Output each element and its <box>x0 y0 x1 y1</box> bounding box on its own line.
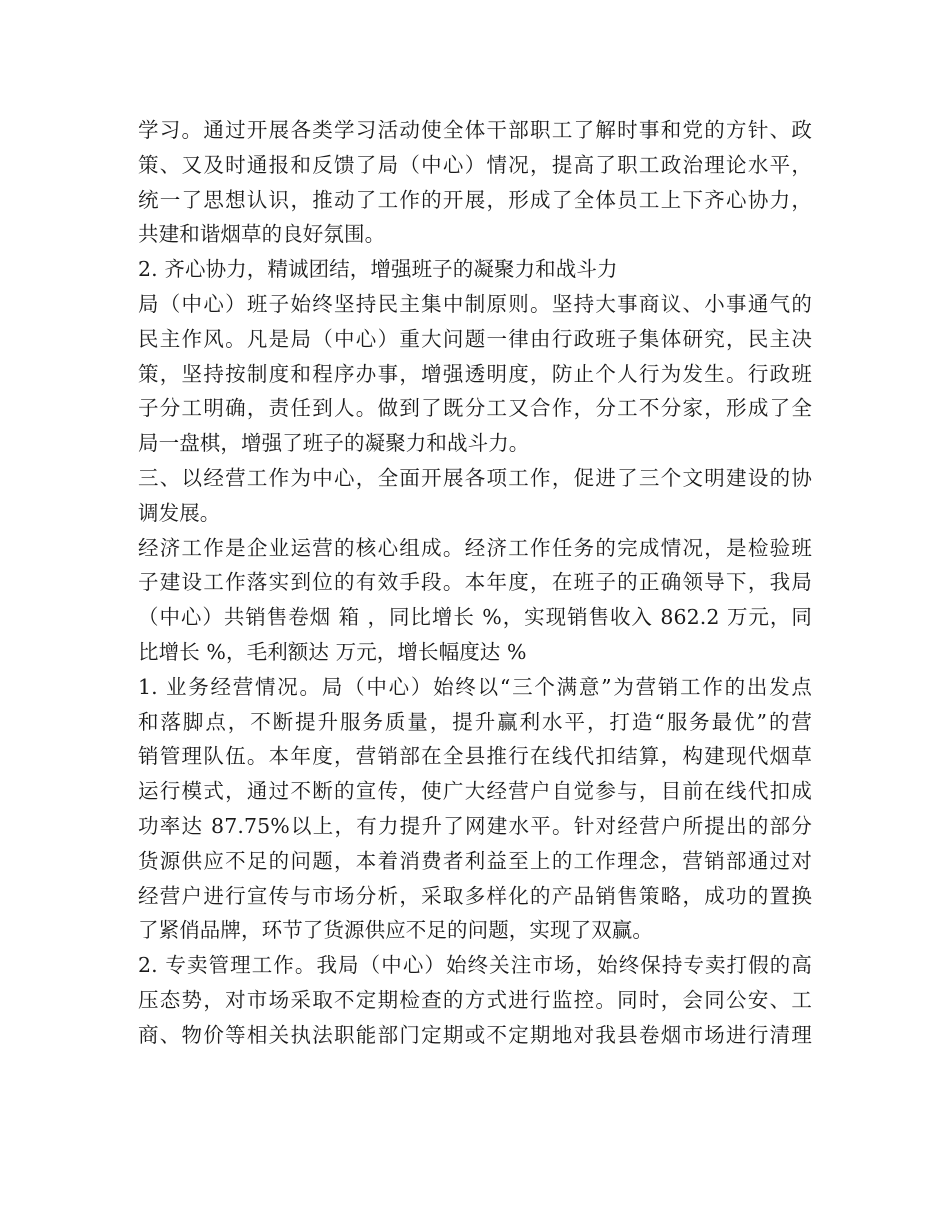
text-line: 运行模式，通过不断的宣传，使广大经营户自觉参与，目前在线代扣成 <box>138 779 812 804</box>
text-line: 功率达 87.75%以上，有力提升了网建水平。针对经营户所提出的部分 <box>138 813 812 838</box>
text-line: 压态势，对市场采取不定期检查的方式进行监控。同时，会同公安、工 <box>138 987 812 1012</box>
text-line: 经济工作是企业运营的核心组成。经济工作任务的完成情况，是检验班 <box>138 535 812 560</box>
text-line: 局（中心）班子始终坚持民主集中制原则。坚持大事商议、小事通气的 <box>138 291 812 316</box>
text-line: 和落脚点，不断提升服务质量，提升赢利水平，打造“服务最优”的营 <box>138 709 812 734</box>
text-line: 比增长 %，毛利额达 万元，增长幅度达 % <box>138 639 527 664</box>
text-line: （中心）共销售卷烟 箱 ，同比增长 %，实现销售收入 862.2 万元，同 <box>138 605 812 630</box>
text-line: 商、物价等相关执法职能部门定期或不定期地对我县卷烟市场进行清理 <box>138 1022 812 1047</box>
text-line: 局一盘棋，增强了班子的凝聚力和战斗力。 <box>138 431 530 456</box>
text-line: 2. 专卖管理工作。我局（中心）始终关注市场，始终保持专卖打假的高 <box>138 953 812 978</box>
text-line: 销管理队伍。本年度，营销部在全县推行在线代扣结算，构建现代烟草 <box>138 744 812 769</box>
text-line: 调发展。 <box>138 500 221 525</box>
text-line: 经营户进行宣传与市场分析，采取多样化的产品销售策略，成功的置换 <box>138 883 812 908</box>
text-line: 子建设工作落实到位的有效手段。本年度，在班子的正确领导下，我局 <box>138 570 812 595</box>
text-line: 民主作风。凡是局（中心）重大问题一律由行政班子集体研究，民主决 <box>138 326 812 351</box>
text-line: 子分工明确，责任到人。做到了既分工又合作，分工不分家，形成了全 <box>138 396 812 421</box>
text-line: 1. 业务经营情况。局（中心）始终以“三个满意”为营销工作的出发点 <box>138 674 812 699</box>
text-line: 学习。通过开展各类学习活动使全体干部职工了解时事和党的方针、政 <box>138 118 812 142</box>
text-line: 统一了思想认识，推动了工作的开展，形成了全体员工上下齐心协力， <box>138 187 812 212</box>
text-line: 策、又及时通报和反馈了局（中心）情况，提高了职工政治理论水平， <box>138 152 812 177</box>
text-line: 2. 齐心协力，精诚团结，增强班子的凝聚力和战斗力 <box>138 257 618 282</box>
text-line: 货源供应不足的问题，本着消费者利益至上的工作理念，营销部通过对 <box>138 848 812 873</box>
text-line: 了紧俏品牌，环节了货源供应不足的问题，实现了双赢。 <box>138 918 653 943</box>
text-line: 策，坚持按制度和程序办事，增强透明度，防止个人行为发生。行政班 <box>138 361 812 386</box>
text-line: 三、以经营工作为中心，全面开展各项工作，促进了三个文明建设的协 <box>138 465 812 490</box>
text-line: 共建和谐烟草的良好氛围。 <box>138 222 386 247</box>
document-page <box>138 113 812 1053</box>
